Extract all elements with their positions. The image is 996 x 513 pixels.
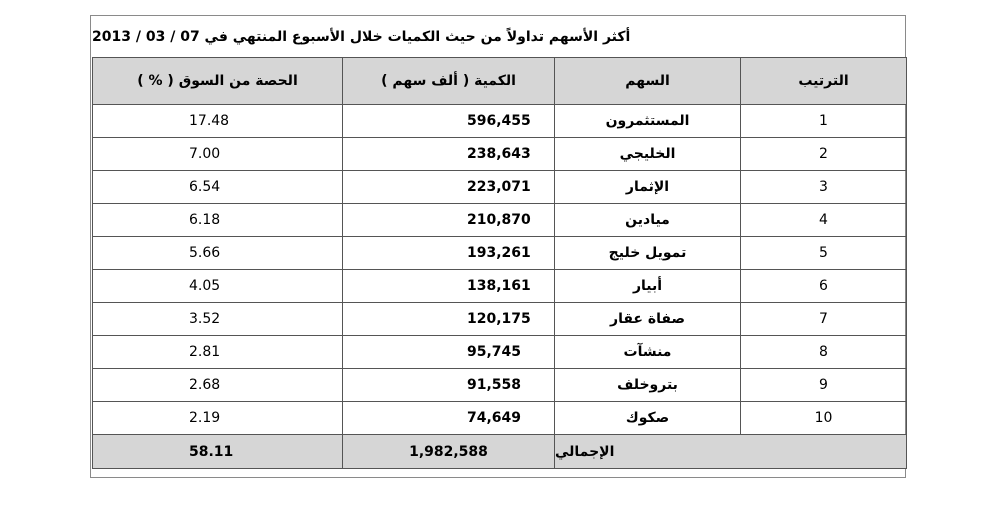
- quantity-cell: 120,175: [343, 303, 555, 336]
- rank-cell: 5: [741, 237, 907, 270]
- share-cell: 17.48: [93, 105, 343, 138]
- share-cell: 6.54: [93, 171, 343, 204]
- rank-cell: 3: [741, 171, 907, 204]
- rank-cell: 7: [741, 303, 907, 336]
- share-cell: 7.00: [93, 138, 343, 171]
- most-traded-stocks-table: [92, 57, 907, 469]
- rank-cell: 8: [741, 336, 907, 369]
- quantity-cell: 193,261: [343, 237, 555, 270]
- table-row: [93, 336, 907, 369]
- table-row: [93, 171, 907, 204]
- quantity-cell: 210,870: [343, 204, 555, 237]
- stock-cell: صكوك: [555, 402, 741, 435]
- stock-cell: أبيار: [555, 270, 741, 303]
- table-row: [93, 204, 907, 237]
- header-quantity: الكمية ( ألف سهم ): [343, 58, 555, 105]
- stock-cell: ميادين: [555, 204, 741, 237]
- table-row: [93, 303, 907, 336]
- quantity-cell: 91,558: [343, 369, 555, 402]
- quantity-cell: 238,643: [343, 138, 555, 171]
- rank-cell: 6: [741, 270, 907, 303]
- total-share-cell: 58.11: [93, 435, 343, 469]
- table-row: [93, 237, 907, 270]
- share-cell: 3.52: [93, 303, 343, 336]
- total-label-cell: [555, 435, 907, 469]
- share-cell: 2.19: [93, 402, 343, 435]
- quantity-cell: 596,455: [343, 105, 555, 138]
- rank-cell: 9: [741, 369, 907, 402]
- stock-cell: صفاة عقار: [555, 303, 741, 336]
- header-row: [93, 58, 907, 105]
- share-cell: 2.81: [93, 336, 343, 369]
- header-share: الحصة من السوق ( % ): [93, 58, 343, 105]
- stock-cell: الإثمار: [555, 171, 741, 204]
- table-row: [93, 402, 907, 435]
- rank-cell: 10: [741, 402, 907, 435]
- quantity-cell: 223,071: [343, 171, 555, 204]
- stock-cell: المستثمرون: [555, 105, 741, 138]
- share-cell: 4.05: [93, 270, 343, 303]
- total-quantity-cell: 1,982,588: [343, 435, 555, 469]
- share-cell: 2.68: [93, 369, 343, 402]
- table-row: [93, 105, 907, 138]
- stock-cell: منشآت: [555, 336, 741, 369]
- quantity-cell: 138,161: [343, 270, 555, 303]
- stock-cell: بتروخلف: [555, 369, 741, 402]
- rank-cell: 2: [741, 138, 907, 171]
- share-cell: 6.18: [93, 204, 343, 237]
- rank-cell: 4: [741, 204, 907, 237]
- rank-cell: 1: [741, 105, 907, 138]
- quantity-cell: 74,649: [343, 402, 555, 435]
- table-row: [93, 270, 907, 303]
- header-stock: السهم: [555, 58, 741, 105]
- stock-cell: الخليجي: [555, 138, 741, 171]
- table-title: أكثر الأسهم تداولاً من حيث الكميات خلال الأسبوع المنتهي في 07 / 03 / 2013: [92, 29, 631, 45]
- table-row: [93, 138, 907, 171]
- share-cell: 5.66: [93, 237, 343, 270]
- stock-cell: تمويل خليج: [555, 237, 741, 270]
- table-row: [93, 369, 907, 402]
- total-row: [93, 435, 907, 469]
- quantity-cell: 95,745: [343, 336, 555, 369]
- total-label: الإجمالي: [555, 443, 615, 460]
- header-rank: الترتيب: [741, 58, 907, 105]
